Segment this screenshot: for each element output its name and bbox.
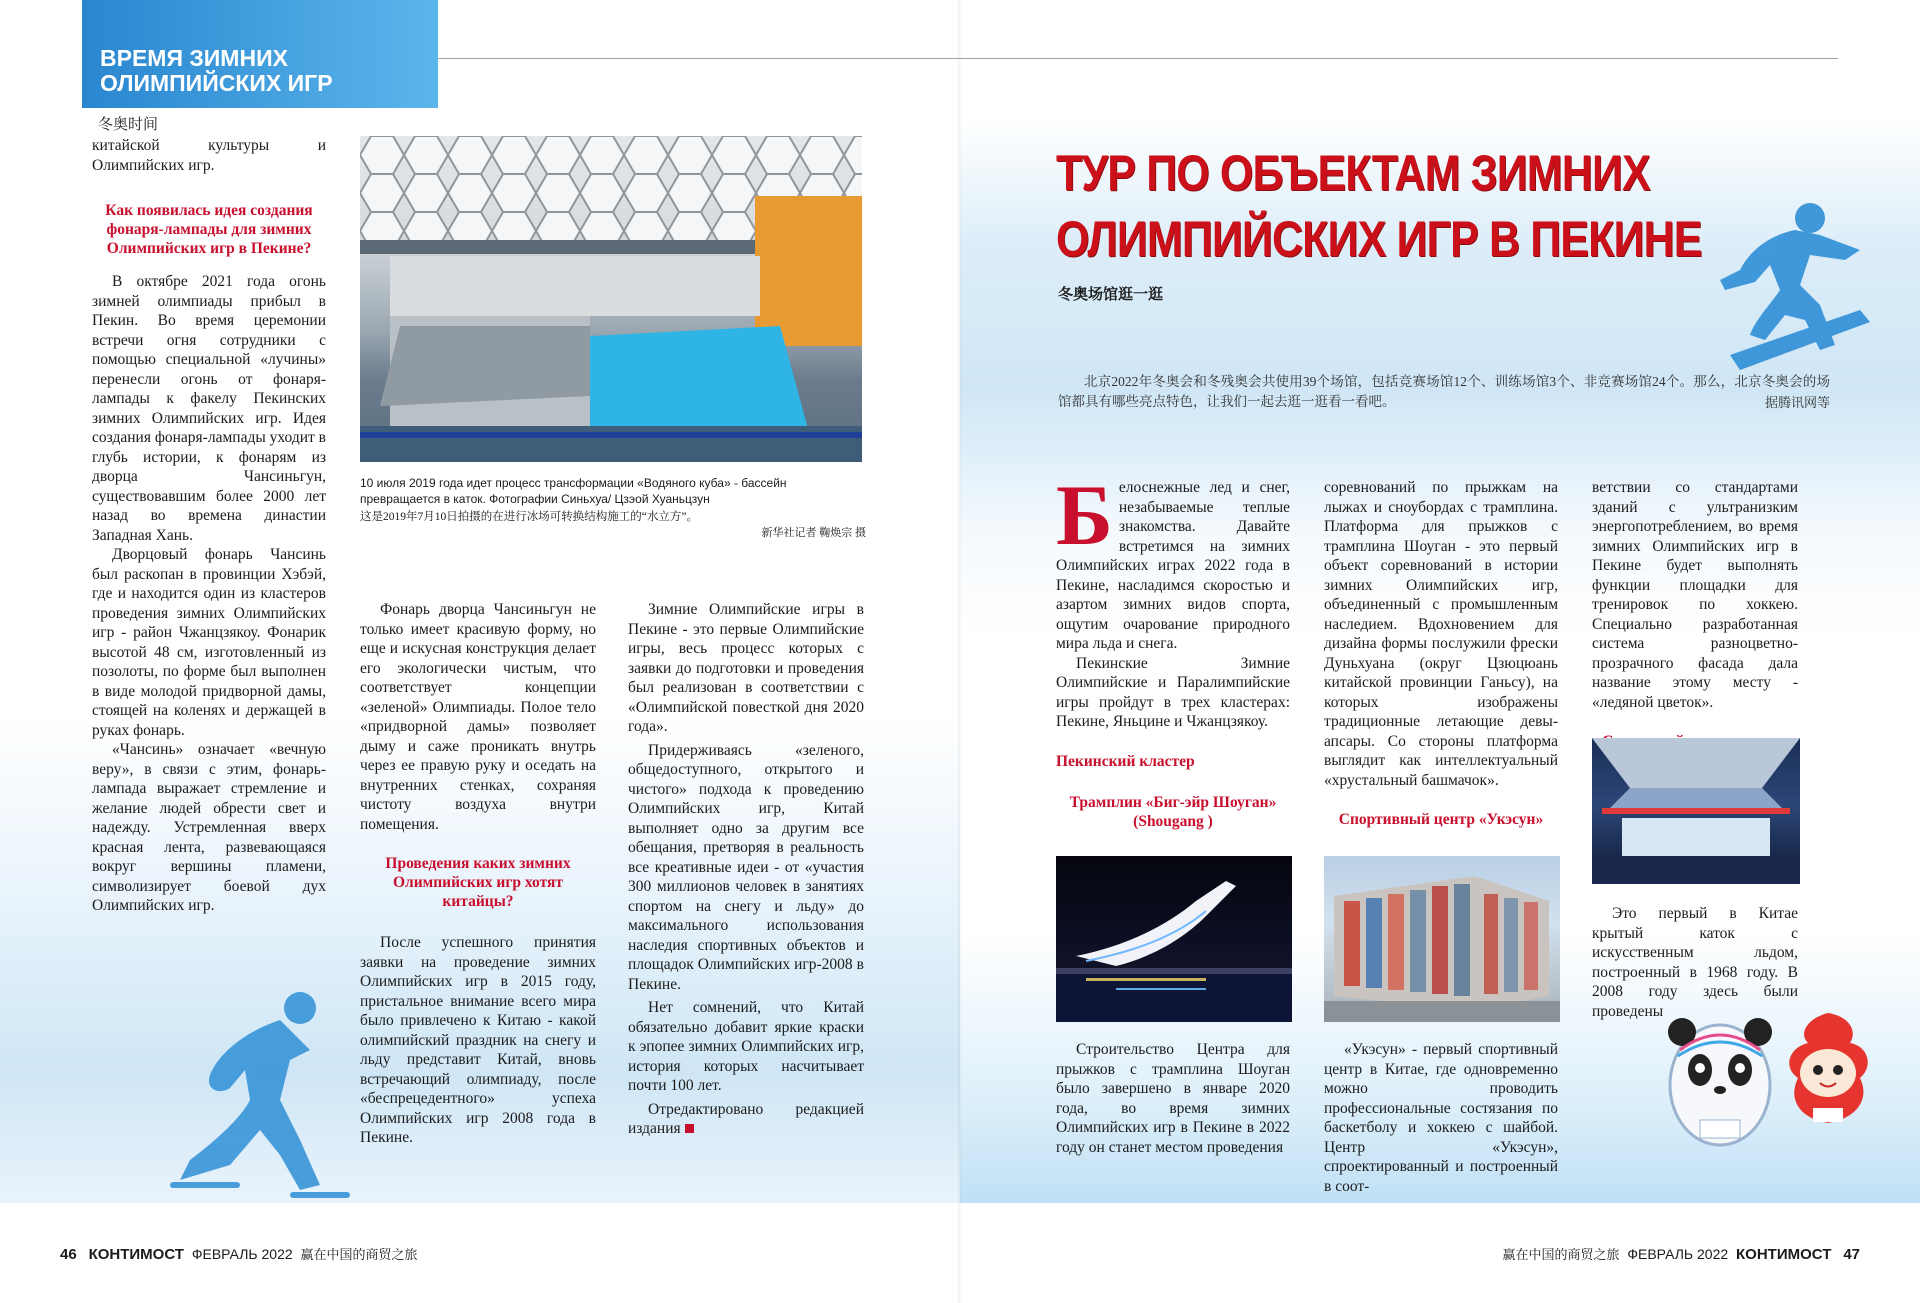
bing-dwen-dwen-mascot — [1660, 1010, 1780, 1160]
article-paragraph: «Чансинь» означает «вечную веру», в связи с этим, фонарь-лампада выражает стремление и желание людей обрести свет и надежду. Устремленная вверх красная лента, развевающаяся вокруг вершины пламени, символизирует боевой дух Олимпийских игр. — [92, 741, 326, 914]
footer-left — [60, 1244, 418, 1263]
article-paragraph: В октябре 2021 года огонь зимней олимпиады прибыл в Пекин. Во время церемонии встречи огня сотрудники с помощью специальной «лучины» перенесли огонь от фонаря-лампады к факелу Пекинских зимних Олимпийских игр. Идея создания фонаря-лампады уходит в глубь истории, к фонарям из дворца Чансиньгун, существовавшим более 2000 лет назад во времена династии Западная Хань. — [92, 273, 326, 544]
article-paragraph: «Укэсун» - первый спортивный центр в Китае, где одновременно можно проводить профессиональные состязания по баскетболу и хоккею с шайбой. Центр «Укэсун», спроектированный и построенный в соот- — [1324, 1041, 1558, 1195]
page-gutter — [958, 0, 962, 1303]
right-column-2-continued — [1324, 1040, 1558, 1196]
water-cube-photo — [360, 136, 862, 462]
header-rule — [438, 58, 1838, 59]
wukesong-center-photo — [1324, 856, 1560, 1022]
article-paragraph: После успешного принятия заявки на проведение зимних Олимпийских игр в 2015 году, пристальное внимание всего мира было привлечено к Китаю - какой олимпийский праздник на снегу и льду представит Китай, вновь встречающий олимпиаду, после «беспрецедентного» успеха Олимпийских игр 2008 года в Пекине. — [360, 934, 596, 1146]
section-heading: Спортивный центр «Укэсун» — [1338, 811, 1544, 828]
section-header-title — [100, 46, 333, 96]
section-title-line1: ВРЕМЯ ЗИМНИХ — [100, 45, 288, 71]
article-paragraph: Пекинские Зимние Олимпийские и Паралимпийские игры пройдут в трех кластерах: Пекине, Яньцине и Чжанцзякоу. — [1056, 654, 1290, 730]
dropcap-letter: Б — [1056, 467, 1113, 563]
water-cube-illustration — [360, 136, 862, 462]
slogan-cn-right: 赢在中国的商贸之旅 — [1502, 1247, 1620, 1262]
photo-credit-cn: 新华社记者 鞠焕宗 摄 — [761, 527, 866, 539]
article-paragraph: Дворцовый фонарь Чансинь был раскопан в провинции Хэбэй, где и находится один из кластеров проведения зимних Олимпийских игр - район Чжанцзякоу. Фонарик высотой 48 см, изготовленный из позолоты, по форме был выполнен в виде молодой придворной дамы, стоящей на коленях и держащей в руках фонарь. — [92, 546, 326, 739]
right-column-1 — [1056, 467, 1290, 839]
wukesong-illustration — [1324, 856, 1560, 1022]
right-column-3 — [1592, 478, 1798, 759]
magazine-brand-left: КОНТИМОСТ — [88, 1246, 184, 1263]
right-column-2 — [1324, 478, 1558, 837]
stadium-illustration — [1592, 738, 1800, 884]
speed-skater-silhouette — [130, 980, 380, 1210]
section-heading: Проведения каких зимних Олимпийских игр хотят китайцы? — [385, 855, 571, 910]
snowboarder-silhouette — [1660, 190, 1900, 390]
right-column-1-continued — [1056, 1040, 1290, 1157]
magazine-brand-right: КОНТИМОСТ — [1736, 1246, 1832, 1263]
edited-note: Отредактировано редакцией издания — [628, 1100, 864, 1137]
intro-source-cn: 据腾讯网等 — [1764, 395, 1830, 410]
article-paragraph — [1056, 467, 1290, 654]
lead-text: елоснежные лед и снег, незабываемые теплые знакомства. Давайте встретимся на зимних Олимпийских играх 2022 года в Пекине, насладимся скоростью и азартом зимних видов спорта, ощутим очарование природного мира льда и снега. — [1056, 479, 1290, 652]
article-title — [1056, 140, 1761, 272]
article-paragraph: китайской культуры и Олимпийских игр. — [92, 137, 326, 174]
left-column-2 — [360, 600, 596, 1148]
article-paragraph — [628, 1100, 864, 1139]
article-title-line1: ТУР ПО ОБЪЕКТАМ ЗИМНИХ — [1056, 145, 1650, 201]
section-heading: Пекинский кластер — [1056, 752, 1195, 770]
capital-indoor-stadium-photo — [1592, 738, 1800, 884]
article-paragraph: Строительство Центра для прыжков с трамплина Шоуган было завершено в январе 2020 года, во время зимних Олимпийских игр в Пекине в 2022 году он станет местом проведения — [1056, 1041, 1290, 1156]
section-heading: Как появилась идея создания фонаря-лампады для зимних Олимпийских игр в Пекине? — [105, 202, 313, 257]
shougang-illustration — [1056, 856, 1292, 1022]
intro-paragraph-cn: 北京2022年冬奥会和冬残奥会共使用39个场馆，包括竞赛场馆12个、训练场馆3个、非竞赛场馆24个。那么，北京冬奥会的场馆都具有哪些亮点特色，让我们一起去逛一逛看一看吧。 — [1058, 374, 1830, 409]
article-title-line2: ОЛИМПИЙСКИХ ИГР В ПЕКИНЕ — [1056, 211, 1702, 267]
photo-caption-cn: 这是2019年7月10日拍摄的在进行冰场可转换结构施工的“水立方”。 — [360, 511, 698, 523]
shuey-rhon-rhon-mascot — [1778, 1008, 1878, 1138]
section-title-line2: ОЛИМПИЙСКИХ ИГР — [100, 70, 333, 96]
left-column-3 — [628, 600, 864, 1139]
article-paragraph: Придерживаясь «зеленого, общедоступного, открытого и чистого» подхода к проведению Олимпийских игр, Китай выполняет одно за другим все обещания, претворяя в реальность все креативные идеи - от «участия 300 миллионов человек в занятиях спортом на снегу и льду» до максимального использования наследия спортивных объектов и площадок Олимпийских игр-2008 в Пекине. — [628, 741, 864, 993]
issue-date-right: ФЕВРАЛЬ 2022 — [1627, 1246, 1729, 1262]
photo-caption: 10 июля 2019 года идет процесс трансформации «Водяного куба» - бассейн превращается в каток. Фотографии Синьхуа/ Цзэой Хуаньцзун — [360, 476, 787, 506]
article-paragraph: ветствии со стандартами зданий с ультранизким энергопотреблением, во время зимних Олимпийских игр в Пекине будет выполнять функции площадки для тренировок по хоккею. Специально разработанная система разноцветно-прозрачного фасада дала название этому месту - «ледяной цветок». — [1592, 479, 1798, 711]
right-column-3-continued — [1592, 904, 1798, 1021]
slogan-cn-left: 赢在中国的商贸之旅 — [300, 1247, 418, 1262]
shougang-big-air-photo — [1056, 856, 1292, 1022]
issue-date-left: ФЕВРАЛЬ 2022 — [191, 1246, 293, 1262]
article-paragraph: Нет сомнений, что Китай обязательно добавит яркие краски к эпопее зимних Олимпийских игр, история которых насчитывает почти 100 лет. — [628, 999, 864, 1094]
article-paragraph: Зимние Олимпийские игры в Пекине - это первые Олимпийские игры, весь процесс которых с заявки до подготовки и проведения был реализован в соответствии с «Олимпийской повесткой дня 2020 года». — [628, 601, 864, 735]
page-number-left: 46 — [60, 1246, 77, 1263]
article-paragraph: Фонарь дворца Чансиньгун не только имеет красивую форму, но еще и искусная конструкция делает его экологически чистым, что соответствует концепции «зеленой» Олимпиады. Полое тело «придворной дамы» позволяет дыму и саже проникать внутрь через ее правую руку и оседать на внутренних стенках, сохраняя чистоту воздуха внутри помещения. — [360, 601, 596, 833]
article-paragraph: Это первый в Китае крытый каток с искусственным льдом, построенный в 1968 году. В 2008 году здесь были проведены — [1592, 905, 1798, 1020]
article-subtitle-cn: 冬奥场馆逛一逛 — [1058, 286, 1164, 303]
section-heading: Трамплин «Биг-эйр Шоуган» (Shougang ) — [1069, 793, 1277, 830]
left-column-1 — [92, 136, 326, 916]
end-mark-icon — [685, 1124, 694, 1133]
footer-right — [1502, 1244, 1860, 1263]
article-paragraph: соревнований по прыжкам на лыжах и сноубордах с трамплина. Платформа для прыжков с трамплина Шоуган - это первый объект соревнований в истории зимних Олимпийских игр, объединенный с промышленным наследием. Вдохновением для дизайна формы послужили фрески Дуньхуана (округ Цзюцюань китайской провинции Ганьсу), на которых изображены традиционные летающие девы-апсары. Со стороны платформа выглядит как интеллектуальный «хрустальный башмачок». — [1324, 479, 1558, 789]
page-number-right: 47 — [1843, 1246, 1860, 1263]
section-header-cn: 冬奥时间 — [98, 116, 159, 133]
